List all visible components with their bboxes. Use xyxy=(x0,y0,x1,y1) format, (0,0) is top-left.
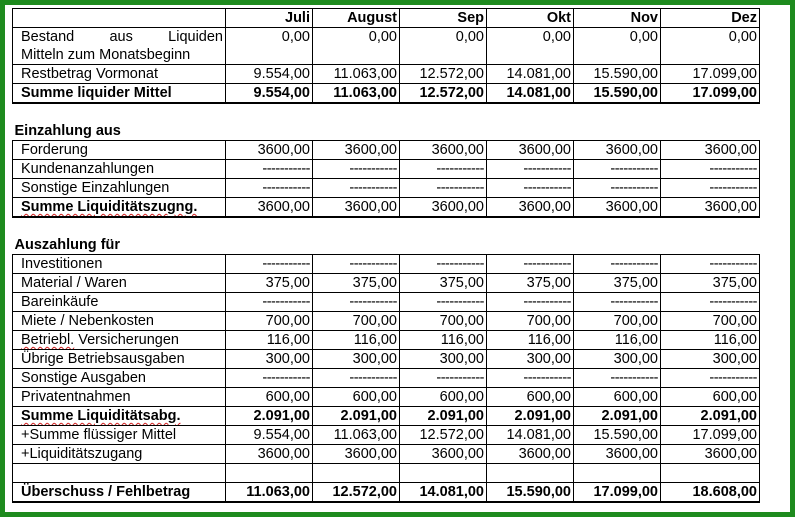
table-row xyxy=(13,388,760,407)
value-cell: 116,00 xyxy=(661,331,760,350)
value-cell: 3600,00 xyxy=(574,198,661,218)
value-cell: ----------- xyxy=(574,369,661,388)
value-cell: 116,00 xyxy=(226,331,313,350)
value-cell: 11.063,00 xyxy=(313,426,400,445)
value-cell: 375,00 xyxy=(400,274,487,293)
value-cell: 14.081,00 xyxy=(487,84,574,104)
row-label: Miete / Nebenkosten xyxy=(13,312,226,331)
value-cell: 9.554,00 xyxy=(226,84,313,104)
value-cell: 17.099,00 xyxy=(661,426,760,445)
value-cell: 3600,00 xyxy=(661,198,760,218)
row-label: Bareinkäufe xyxy=(13,293,226,312)
value-cell: 3600,00 xyxy=(226,141,313,160)
row-label: Summe liquider Mittel xyxy=(13,84,226,104)
row-label: Restbetrag Vormonat xyxy=(13,65,226,84)
spacer-cell xyxy=(13,103,760,122)
spacer-row xyxy=(13,217,760,236)
value-cell: 300,00 xyxy=(574,350,661,369)
empty-cell xyxy=(661,464,760,483)
value-cell: 600,00 xyxy=(574,388,661,407)
row-label: Sonstige Ausgaben xyxy=(13,369,226,388)
table-row xyxy=(13,426,760,445)
table-row xyxy=(13,141,760,160)
value-cell: ----------- xyxy=(226,369,313,388)
table-row xyxy=(13,255,760,274)
value-cell: ----------- xyxy=(487,369,574,388)
value-cell: 2.091,00 xyxy=(400,407,487,426)
value-cell: 15.590,00 xyxy=(487,483,574,503)
row-label xyxy=(13,407,226,426)
row-label xyxy=(13,28,226,65)
month-header: August xyxy=(313,9,400,28)
value-cell: 0,00 xyxy=(574,28,661,65)
row-label-line1: Bestand aus Liquiden xyxy=(21,29,223,45)
row-label-text: Summe Liquiditätszugng. xyxy=(21,199,198,215)
row-label: Material / Waren xyxy=(13,274,226,293)
value-cell: 700,00 xyxy=(487,312,574,331)
total-row xyxy=(13,198,760,218)
value-cell: 600,00 xyxy=(313,388,400,407)
month-header: Nov xyxy=(574,9,661,28)
empty-cell xyxy=(13,464,226,483)
value-cell: 375,00 xyxy=(574,274,661,293)
value-cell: ----------- xyxy=(226,255,313,274)
value-cell: 700,00 xyxy=(574,312,661,331)
value-cell: 0,00 xyxy=(313,28,400,65)
value-cell: ----------- xyxy=(313,255,400,274)
corner-cell xyxy=(13,9,226,28)
value-cell: ----------- xyxy=(226,179,313,198)
value-cell: 11.063,00 xyxy=(313,84,400,104)
value-cell: ----------- xyxy=(313,369,400,388)
value-cell: ----------- xyxy=(661,179,760,198)
value-cell: 9.554,00 xyxy=(226,65,313,84)
value-cell: ----------- xyxy=(574,255,661,274)
value-cell: 116,00 xyxy=(313,331,400,350)
section-heading-row xyxy=(13,236,760,255)
value-cell: ----------- xyxy=(487,255,574,274)
header-row xyxy=(13,9,760,28)
value-cell: 300,00 xyxy=(487,350,574,369)
value-cell: 12.572,00 xyxy=(400,426,487,445)
value-cell: 2.091,00 xyxy=(661,407,760,426)
value-cell: ----------- xyxy=(487,293,574,312)
value-cell: 300,00 xyxy=(313,350,400,369)
value-cell: 2.091,00 xyxy=(226,407,313,426)
value-cell: ----------- xyxy=(661,160,760,179)
value-cell: 375,00 xyxy=(661,274,760,293)
row-label-text: Betriebl. Versicherungen xyxy=(21,332,179,348)
table-row xyxy=(13,274,760,293)
value-cell: 14.081,00 xyxy=(400,483,487,503)
value-cell: ----------- xyxy=(487,160,574,179)
value-cell: 12.572,00 xyxy=(313,483,400,503)
empty-cell xyxy=(574,464,661,483)
row-label: Investitionen xyxy=(13,255,226,274)
value-cell: ----------- xyxy=(574,293,661,312)
value-cell: 14.081,00 xyxy=(487,426,574,445)
value-cell: 3600,00 xyxy=(487,198,574,218)
row-label: Kundenanzahlungen xyxy=(13,160,226,179)
value-cell: 3600,00 xyxy=(226,445,313,464)
value-cell: ----------- xyxy=(487,179,574,198)
value-cell: 700,00 xyxy=(661,312,760,331)
result-row xyxy=(13,483,760,503)
value-cell: 3600,00 xyxy=(661,445,760,464)
table-row xyxy=(13,293,760,312)
value-cell: 2.091,00 xyxy=(487,407,574,426)
value-cell: 300,00 xyxy=(661,350,760,369)
value-cell: 116,00 xyxy=(574,331,661,350)
value-cell: 3600,00 xyxy=(487,445,574,464)
value-cell: 3600,00 xyxy=(313,198,400,218)
value-cell: 600,00 xyxy=(661,388,760,407)
value-cell: 15.590,00 xyxy=(574,426,661,445)
value-cell: 300,00 xyxy=(400,350,487,369)
value-cell: ----------- xyxy=(226,293,313,312)
value-cell: ----------- xyxy=(313,179,400,198)
value-cell: 3600,00 xyxy=(574,141,661,160)
value-cell: ----------- xyxy=(574,179,661,198)
row-label xyxy=(13,198,226,218)
table-row xyxy=(13,65,760,84)
month-header: Okt xyxy=(487,9,574,28)
value-cell: ----------- xyxy=(313,160,400,179)
value-cell: 0,00 xyxy=(226,28,313,65)
total-row xyxy=(13,84,760,104)
value-cell: 3600,00 xyxy=(313,445,400,464)
row-label: Übrige Betriebsausgaben xyxy=(13,350,226,369)
value-cell: 12.572,00 xyxy=(400,65,487,84)
value-cell: 300,00 xyxy=(226,350,313,369)
value-cell: 700,00 xyxy=(313,312,400,331)
value-cell: ----------- xyxy=(661,369,760,388)
value-cell: 15.590,00 xyxy=(574,65,661,84)
value-cell: 11.063,00 xyxy=(313,65,400,84)
month-header: Juli xyxy=(226,9,313,28)
table-row xyxy=(13,331,760,350)
spacer-row xyxy=(13,103,760,122)
month-header: Sep xyxy=(400,9,487,28)
value-cell: 18.608,00 xyxy=(661,483,760,503)
value-cell: 700,00 xyxy=(400,312,487,331)
table-row xyxy=(13,350,760,369)
value-cell: 3600,00 xyxy=(574,445,661,464)
value-cell: 3600,00 xyxy=(400,141,487,160)
row-label: Forderung xyxy=(13,141,226,160)
value-cell: 17.099,00 xyxy=(574,483,661,503)
liquidity-plan-table xyxy=(12,8,760,503)
row-label-line2: Mitteln zum Monatsbeginn xyxy=(21,47,191,63)
row-label-text: Summe Liquiditätsabg. xyxy=(21,408,181,424)
value-cell: ----------- xyxy=(400,160,487,179)
value-cell: ----------- xyxy=(400,293,487,312)
row-label: +Summe flüssiger Mittel xyxy=(13,426,226,445)
value-cell: 17.099,00 xyxy=(661,65,760,84)
value-cell: 14.081,00 xyxy=(487,65,574,84)
value-cell: 375,00 xyxy=(487,274,574,293)
value-cell: 0,00 xyxy=(661,28,760,65)
value-cell: ----------- xyxy=(661,255,760,274)
empty-cell xyxy=(487,464,574,483)
value-cell: ----------- xyxy=(400,255,487,274)
empty-cell xyxy=(400,464,487,483)
value-cell: ----------- xyxy=(400,369,487,388)
value-cell: ----------- xyxy=(313,293,400,312)
value-cell: 2.091,00 xyxy=(313,407,400,426)
table-row xyxy=(13,445,760,464)
value-cell: 116,00 xyxy=(487,331,574,350)
row-label: +Liquiditätszugang xyxy=(13,445,226,464)
value-cell: 600,00 xyxy=(487,388,574,407)
section-heading-row xyxy=(13,122,760,141)
value-cell: ----------- xyxy=(400,179,487,198)
value-cell: 0,00 xyxy=(400,28,487,65)
value-cell: 3600,00 xyxy=(313,141,400,160)
table-row xyxy=(13,312,760,331)
spacer-cell xyxy=(13,217,760,236)
row-label: Überschuss / Fehlbetrag xyxy=(13,483,226,503)
value-cell: 700,00 xyxy=(226,312,313,331)
value-cell: 3600,00 xyxy=(226,198,313,218)
value-cell: 9.554,00 xyxy=(226,426,313,445)
value-cell: 600,00 xyxy=(226,388,313,407)
value-cell: 0,00 xyxy=(487,28,574,65)
row-label xyxy=(13,331,226,350)
value-cell: ----------- xyxy=(226,160,313,179)
value-cell: 3600,00 xyxy=(400,445,487,464)
value-cell: 3600,00 xyxy=(400,198,487,218)
empty-cell xyxy=(313,464,400,483)
total-row xyxy=(13,407,760,426)
value-cell: 375,00 xyxy=(313,274,400,293)
row-label: Sonstige Einzahlungen xyxy=(13,179,226,198)
table-row xyxy=(13,28,760,65)
section-heading: Einzahlung aus xyxy=(14,123,121,139)
value-cell: 3600,00 xyxy=(661,141,760,160)
value-cell: 3600,00 xyxy=(487,141,574,160)
value-cell: ----------- xyxy=(661,293,760,312)
section-heading: Auszahlung für xyxy=(14,237,121,253)
month-header: Dez xyxy=(661,9,760,28)
value-cell: 2.091,00 xyxy=(574,407,661,426)
value-cell: 600,00 xyxy=(400,388,487,407)
value-cell: 11.063,00 xyxy=(226,483,313,503)
value-cell: 375,00 xyxy=(226,274,313,293)
table-row xyxy=(13,179,760,198)
value-cell: 17.099,00 xyxy=(661,84,760,104)
table-row xyxy=(13,160,760,179)
table-row xyxy=(13,369,760,388)
spellcheck-mark: Betriebl. xyxy=(21,332,75,348)
row-label: Privatentnahmen xyxy=(13,388,226,407)
empty-row xyxy=(13,464,760,483)
value-cell: 116,00 xyxy=(400,331,487,350)
value-cell: ----------- xyxy=(574,160,661,179)
value-cell: 12.572,00 xyxy=(400,84,487,104)
value-cell: 15.590,00 xyxy=(574,84,661,104)
empty-cell xyxy=(226,464,313,483)
